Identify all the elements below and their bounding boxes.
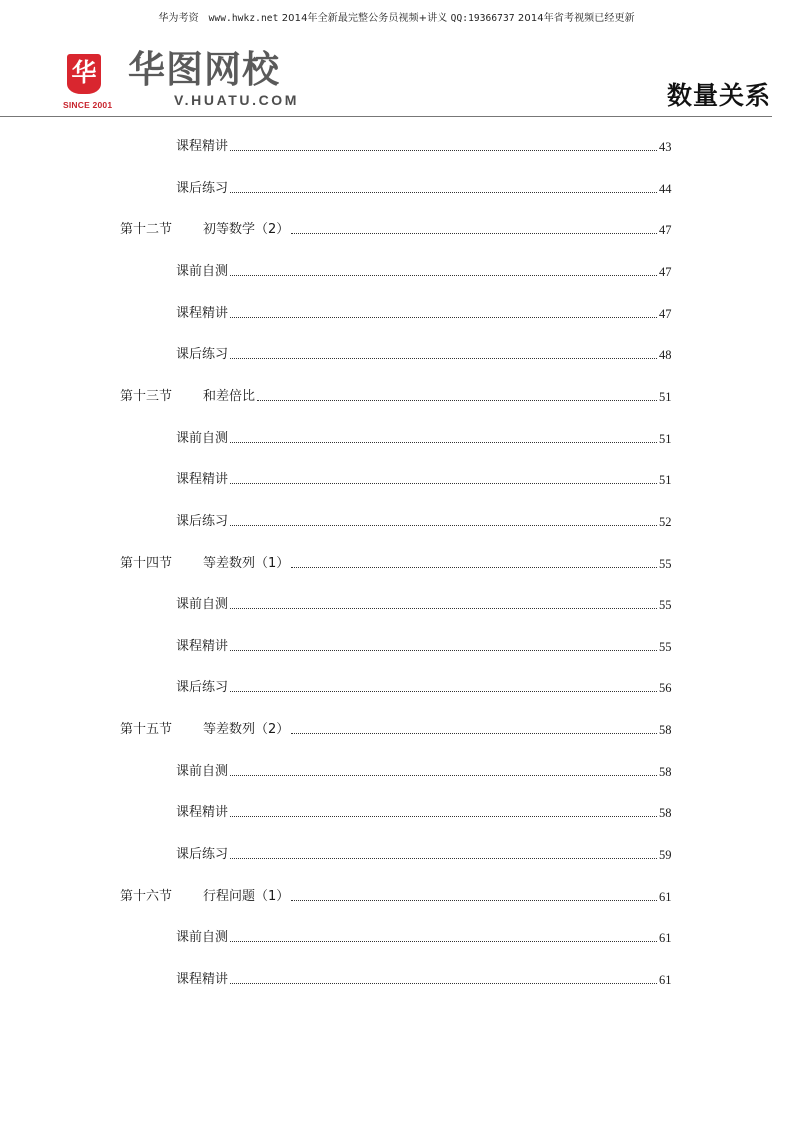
toc-subsection-entry[interactable] [0, 845, 793, 865]
toc-page-number: 52 [659, 515, 672, 529]
toc-entry-label[interactable]: 行程问题（1） [203, 887, 291, 907]
top-banner [0, 9, 793, 24]
toc-entry-label[interactable]: 课前自测 [176, 762, 230, 782]
toc-page-number: 58 [659, 806, 672, 820]
toc-dot-leader [291, 214, 657, 234]
toc-entry-label[interactable]: 课程精讲 [176, 970, 230, 990]
toc-entry-label[interactable]: 课后练习 [176, 345, 230, 365]
toc-dot-leader [257, 381, 657, 401]
banner-promo: 2014年全新最完整公务员视频+讲义 [281, 13, 448, 24]
toc-page-number: 44 [659, 182, 672, 196]
toc-subsection-entry[interactable] [0, 470, 793, 490]
toc-dot-leader [230, 589, 657, 609]
banner-site-link[interactable]: www.hwkz.net [208, 13, 279, 24]
toc-dot-leader [230, 797, 657, 817]
toc-section-number: 第十四节 [120, 556, 173, 571]
toc-subsection-entry[interactable] [0, 637, 793, 657]
logo-since: SINCE 2001 [63, 100, 113, 110]
toc-entry-label[interactable]: 课前自测 [176, 595, 230, 615]
toc-dot-leader [230, 839, 657, 859]
toc-subsection-entry[interactable] [0, 595, 793, 615]
toc-dot-leader [230, 339, 657, 359]
toc-entry-label[interactable]: 课程精讲 [176, 137, 230, 157]
toc-entry-label[interactable]: 和差倍比 [203, 387, 257, 407]
toc-page-number: 61 [659, 890, 672, 904]
toc-entry-label[interactable]: 课前自测 [176, 928, 230, 948]
toc-dot-leader [230, 506, 657, 526]
toc-entry-label[interactable]: 课前自测 [176, 262, 230, 282]
toc-page-number: 51 [659, 432, 672, 446]
toc-page-number: 61 [659, 931, 672, 945]
toc-page-number: 56 [659, 681, 672, 695]
toc-dot-leader [230, 922, 657, 942]
header-divider [0, 116, 772, 117]
toc-entry-label[interactable]: 课程精讲 [176, 803, 230, 823]
toc-page-number: 55 [659, 598, 672, 612]
toc-dot-leader [291, 548, 657, 568]
toc-page-number: 47 [659, 265, 672, 279]
toc-subsection-entry[interactable] [0, 928, 793, 948]
toc-entry-label[interactable]: 课程精讲 [176, 470, 230, 490]
toc-dot-leader [230, 131, 657, 151]
toc-subsection-entry[interactable] [0, 970, 793, 990]
toc-page-number: 48 [659, 348, 672, 362]
logo-glyph: 华 [71, 58, 97, 87]
toc-dot-leader [230, 631, 657, 651]
toc-dot-leader [230, 672, 657, 692]
huatu-logo-icon [67, 54, 101, 94]
banner-qq: QQ:19366737 [450, 13, 515, 24]
toc-dot-leader [291, 714, 657, 734]
toc-section-number: 第十六节 [120, 889, 173, 904]
toc-section-entry[interactable] [0, 720, 793, 740]
toc-page-number: 47 [659, 223, 672, 237]
toc-page-number: 58 [659, 765, 672, 779]
toc-dot-leader [230, 964, 657, 984]
toc-entry-label[interactable]: 课后练习 [176, 845, 230, 865]
toc-entry-label[interactable]: 初等数学（2） [203, 220, 291, 240]
page-header [0, 50, 793, 120]
toc-subsection-entry[interactable] [0, 345, 793, 365]
toc-page-number: 55 [659, 557, 672, 571]
toc-page-number: 51 [659, 390, 672, 404]
toc-section-number: 第十三节 [120, 389, 173, 404]
toc-entry-label[interactable]: 课后练习 [176, 678, 230, 698]
brand-url: V.HUATU.COM [174, 92, 300, 108]
toc-dot-leader [230, 298, 657, 318]
toc-entry-label[interactable]: 等差数列（1） [203, 554, 291, 574]
toc-subsection-entry[interactable] [0, 803, 793, 823]
toc-page-number: 47 [659, 307, 672, 321]
toc-entry-label[interactable]: 课前自测 [176, 429, 230, 449]
toc-section-entry[interactable] [0, 387, 793, 407]
toc-subsection-entry[interactable] [0, 429, 793, 449]
toc-subsection-entry[interactable] [0, 137, 793, 157]
toc-subsection-entry[interactable] [0, 678, 793, 698]
toc-section-entry[interactable] [0, 220, 793, 240]
toc-dot-leader [291, 881, 657, 901]
toc-dot-leader [230, 173, 657, 193]
toc-subsection-entry[interactable] [0, 762, 793, 782]
toc-section-entry[interactable] [0, 554, 793, 574]
toc-section-number: 第十五节 [120, 722, 173, 737]
toc-page-number: 59 [659, 848, 672, 862]
toc-subsection-entry[interactable] [0, 304, 793, 324]
toc-subsection-entry[interactable] [0, 262, 793, 282]
toc-subsection-entry[interactable] [0, 512, 793, 532]
toc-dot-leader [230, 464, 657, 484]
toc-page-number: 43 [659, 140, 672, 154]
toc-entry-label[interactable]: 课程精讲 [176, 304, 230, 324]
banner-update: 2014年省考视频已经更新 [517, 13, 635, 24]
banner-source: 华为考资 [158, 13, 199, 24]
toc-dot-leader [230, 423, 657, 443]
toc-section-number: 第十二节 [120, 222, 173, 237]
toc-page-number: 61 [659, 973, 672, 987]
toc-entry-label[interactable]: 等差数列（2） [203, 720, 291, 740]
toc-dot-leader [230, 756, 657, 776]
toc-entry-label[interactable]: 课后练习 [176, 512, 230, 532]
toc-entry-label[interactable]: 课程精讲 [176, 637, 230, 657]
toc-page-number: 58 [659, 723, 672, 737]
toc-page-number: 55 [659, 640, 672, 654]
toc-page-number: 51 [659, 473, 672, 487]
toc-entry-label[interactable]: 课后练习 [176, 179, 230, 199]
toc-dot-leader [230, 256, 657, 276]
toc-subsection-entry[interactable] [0, 179, 793, 199]
toc-section-entry[interactable] [0, 887, 793, 907]
document-title: 数量关系 [666, 81, 771, 110]
brand-name: 华图网校 [128, 48, 280, 91]
